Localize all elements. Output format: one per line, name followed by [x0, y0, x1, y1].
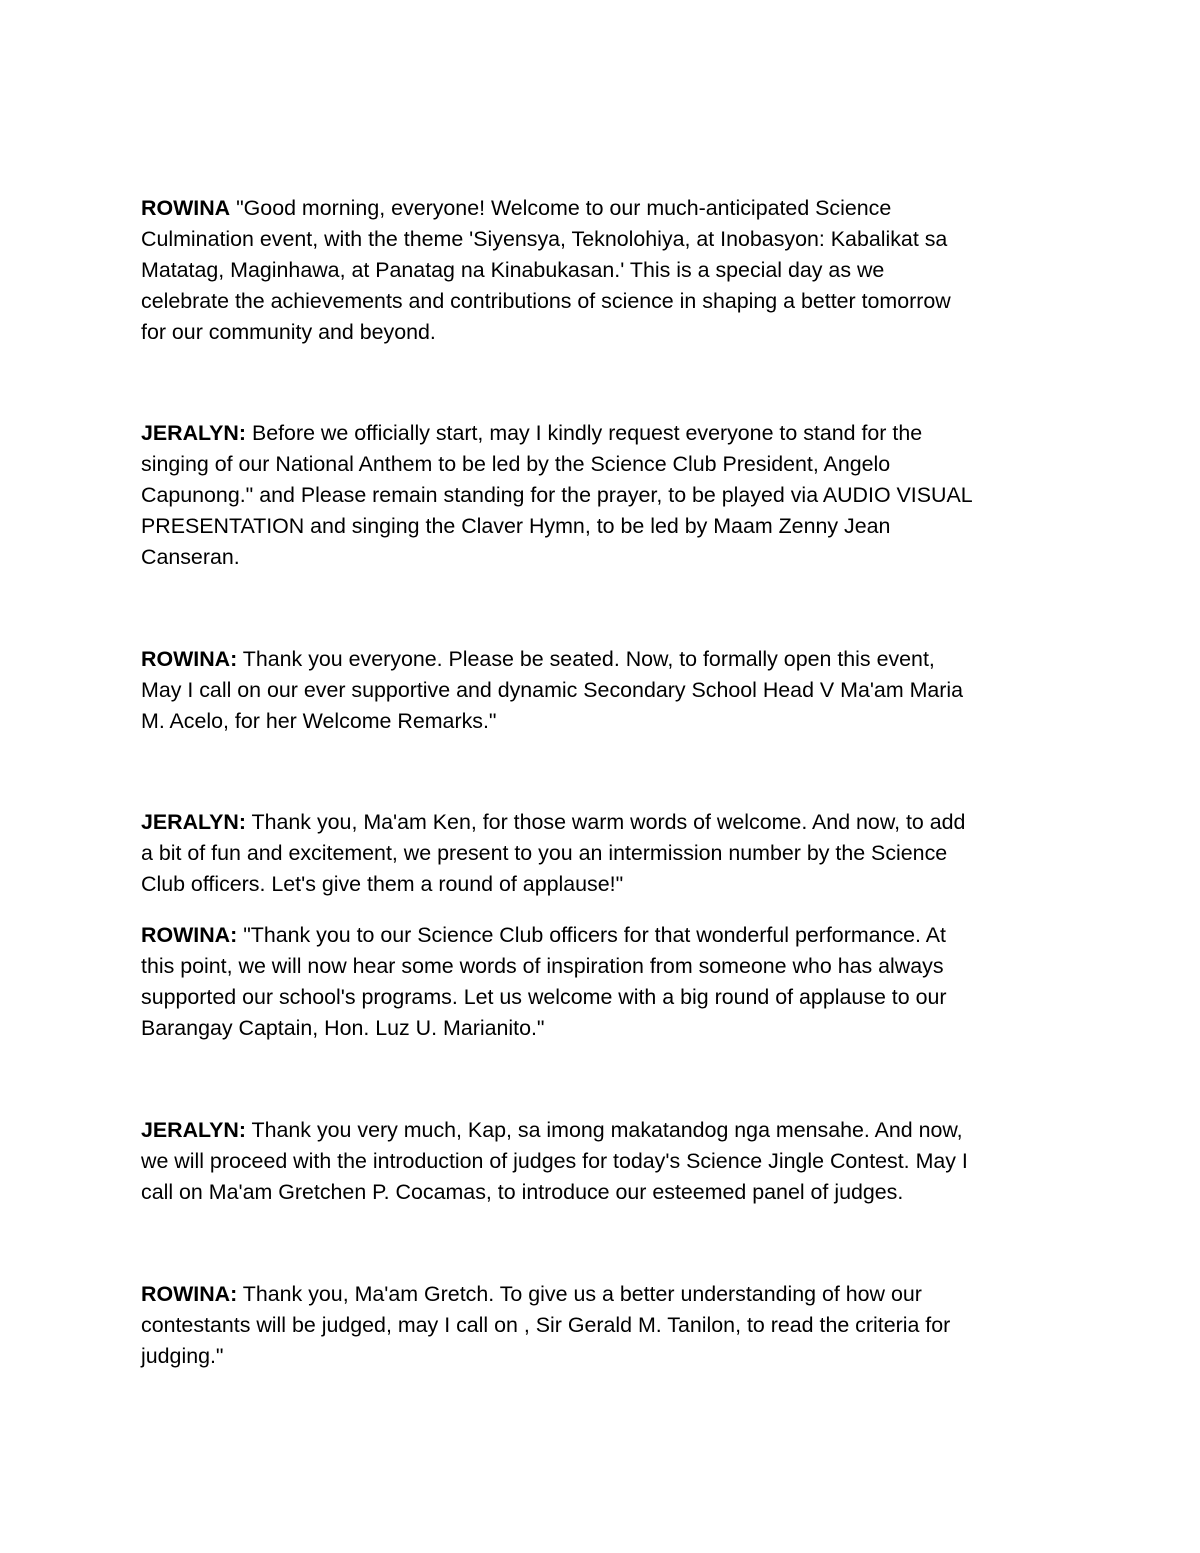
- paragraph-line: [141, 418, 1066, 449]
- dialogue-text: Thank you, Ma'am Gretch. To give us a better understanding of how our: [237, 1282, 922, 1306]
- paragraph-line: M. Acelo, for her Welcome Remarks.": [141, 709, 497, 733]
- dialogue-text: Thank you very much, Kap, sa imong makatandog nga mensahe. And now,: [246, 1118, 963, 1142]
- paragraph-line: PRESENTATION and singing the Claver Hymn, to be led by Maam Zenny Jean: [141, 514, 891, 538]
- paragraph-line: celebrate the achievements and contributions of science in shaping a better tomorrow: [141, 289, 951, 313]
- script-paragraph: [141, 193, 1066, 348]
- paragraph-line: Culmination event, with the theme 'Siyensya, Teknolohiya, at Inobasyon: Kabalikat sa: [141, 227, 948, 251]
- paragraph-line: we will proceed with the introduction of judges for today's Science Jingle Contest. May I: [141, 1149, 968, 1173]
- script-paragraph: [141, 1115, 1066, 1208]
- paragraph-line: supported our school's programs. Let us welcome with a big round of applause to our: [141, 985, 947, 1009]
- paragraph-line: Barangay Captain, Hon. Luz U. Marianito.": [141, 1016, 545, 1040]
- script-paragraph: [141, 644, 1066, 737]
- paragraph-line: judging.": [141, 1344, 224, 1368]
- paragraph-line: Capunong." and Please remain standing for the prayer, to be played via AUDIO VISUAL: [141, 483, 973, 507]
- paragraph-line: a bit of fun and excitement, we present to you an intermission number by the Science: [141, 841, 948, 865]
- paragraph-line: [141, 920, 1066, 951]
- paragraph-line: May I call on our ever supportive and dynamic Secondary School Head V Ma'am Maria: [141, 678, 964, 702]
- script-paragraph: [141, 1279, 1066, 1372]
- paragraph-line: [141, 193, 1066, 224]
- speaker-name: JERALYN:: [141, 810, 246, 834]
- dialogue-text: Thank you, Ma'am Ken, for those warm words of welcome. And now, to add: [246, 810, 966, 834]
- paragraph-line: call on Ma'am Gretchen P. Cocamas, to introduce our esteemed panel of judges.: [141, 1180, 904, 1204]
- paragraph-line: [141, 807, 1066, 838]
- paragraph-line: Canseran.: [141, 545, 240, 569]
- dialogue-text: "Thank you to our Science Club officers for that wonderful performance. At: [237, 923, 946, 947]
- paragraph-line: for our community and beyond.: [141, 320, 436, 344]
- speaker-name: JERALYN:: [141, 1118, 246, 1142]
- paragraph-line: Club officers. Let's give them a round of applause!": [141, 872, 624, 896]
- speaker-name: ROWINA:: [141, 923, 238, 947]
- paragraph-line: contestants will be judged, may I call on , Sir Gerald M. Tanilon, to read the criteria for: [141, 1313, 951, 1337]
- speaker-name: JERALYN:: [141, 421, 246, 445]
- speaker-name: ROWINA:: [141, 647, 238, 671]
- paragraph-line: Matatag, Maginhawa, at Panatag na Kinabukasan.' This is a special day as we: [141, 258, 885, 282]
- dialogue-text: "Good morning, everyone! Welcome to our much-anticipated Science: [230, 196, 892, 220]
- paragraph-line: [141, 1279, 1066, 1310]
- paragraph-line: [141, 1115, 1066, 1146]
- speaker-name: ROWINA: [141, 196, 231, 220]
- script-paragraph: [141, 920, 1066, 1044]
- dialogue-text: Before we officially start, may I kindly request everyone to stand for the: [246, 421, 923, 445]
- dialogue-text: Thank you everyone. Please be seated. Now, to formally open this event,: [237, 647, 935, 671]
- paragraph-line: this point, we will now hear some words of inspiration from someone who has always: [141, 954, 944, 978]
- script-paragraph: [141, 807, 1066, 900]
- speaker-name: ROWINA:: [141, 1282, 238, 1306]
- paragraph-line: singing of our National Anthem to be led by the Science Club President, Angelo: [141, 452, 891, 476]
- paragraph-line: [141, 644, 1066, 675]
- script-paragraph: [141, 418, 1066, 573]
